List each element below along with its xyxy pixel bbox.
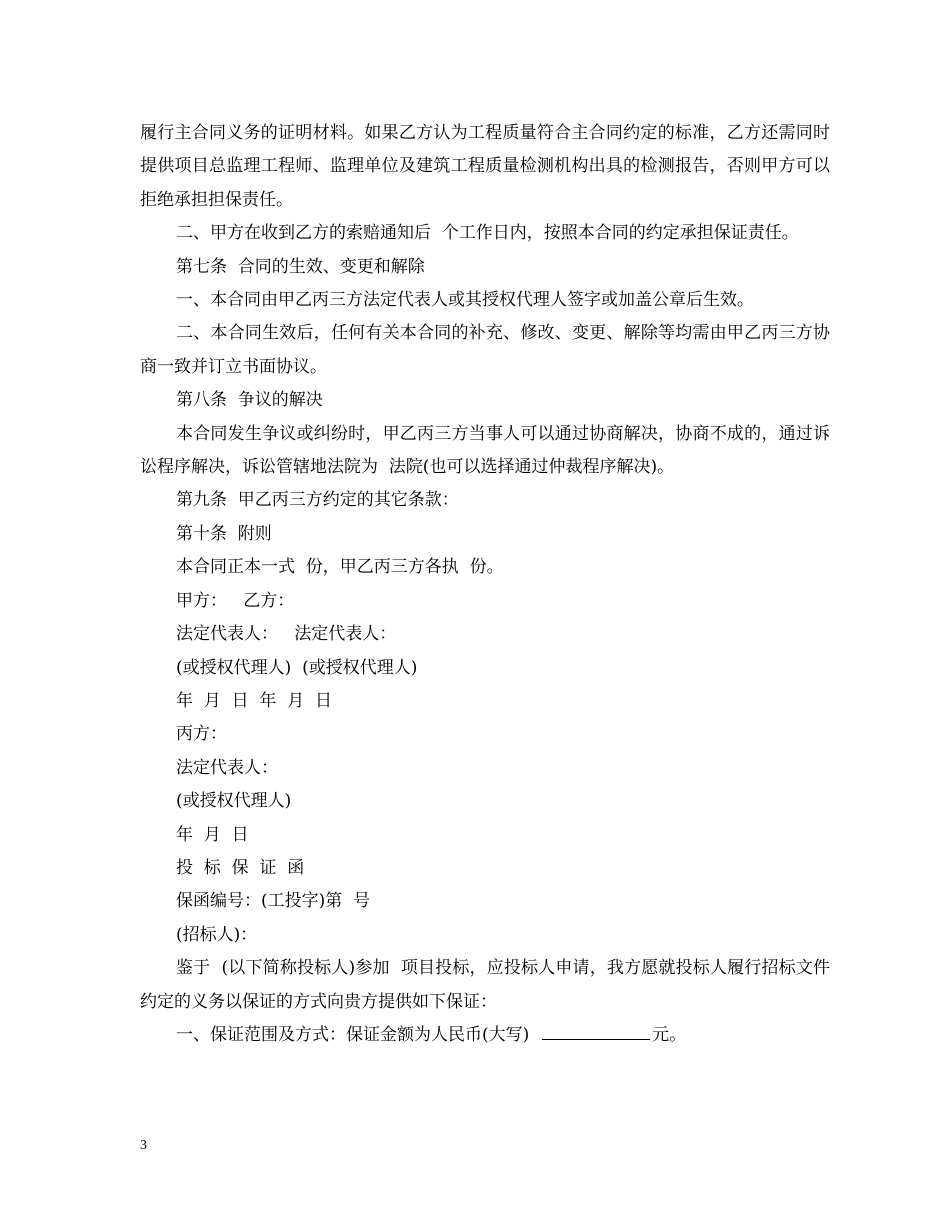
paragraph: 年 月 日 xyxy=(176,824,249,845)
paragraph: 履行主合同义务的证明材料。如果乙方认为工程质量符合主合同约定的标准，乙方还需同时提供项目总监理工程师、监理单位及建筑工程质量检测机构出具的检测报告，否则甲方可以拒绝承担担保责任。 xyxy=(140,123,830,210)
paragraph: 第七条 合同的生效、变更和解除 xyxy=(176,256,425,277)
guarantee-scope-suffix: 元。 xyxy=(652,1024,687,1045)
paragraph: 第十条 附则 xyxy=(176,523,272,544)
paragraph: 丙方： xyxy=(176,724,227,745)
paragraph: 保函编号：(工投字)第 号 xyxy=(176,891,371,912)
paragraph: 法定代表人： 法定代表人： xyxy=(176,624,397,645)
paragraph: 二、本合同生效后，任何有关本合同的补充、修改、变更、解除等均需由甲乙丙三方协商一致并订立书面协议。 xyxy=(140,323,830,377)
paragraph: 鉴于 (以下简称投标人)参加 项目投标，应投标人申请，我方愿就投标人履行招标文件约定的义务以保证的方式向贵方提供如下保证： xyxy=(140,958,830,1012)
paragraph: 一、本合同由甲乙丙三方法定代表人或其授权代理人签字或加盖公章后生效。 xyxy=(176,290,754,311)
amount-blank-line xyxy=(542,1021,650,1040)
document-body xyxy=(140,117,830,1052)
paragraph: 第九条 甲乙丙三方约定的其它条款： xyxy=(176,490,459,511)
guarantee-scope-prefix: 一、保证范围及方式：保证金额为人民币(大写) xyxy=(176,1024,541,1045)
paragraph: 甲方： 乙方： xyxy=(176,590,295,611)
paragraph: (招标人)： xyxy=(176,924,258,945)
paragraph: 法定代表人： xyxy=(176,757,278,778)
paragraph: 年 月 日 年 月 日 xyxy=(176,690,333,711)
paragraph: (或授权代理人) (或授权代理人) xyxy=(176,657,418,678)
guarantee-scope-paragraph xyxy=(140,1019,830,1052)
paragraph-list xyxy=(140,117,830,1019)
paragraph: 本合同发生争议或纠纷时，甲乙丙三方当事人可以通过协商解决，协商不成的，通过诉讼程序解决，诉讼管辖地法院为 法院(也可以选择通过仲裁程序解决)。 xyxy=(140,423,830,478)
paragraph: 第八条 争议的解决 xyxy=(176,390,323,411)
paragraph: (或授权代理人) xyxy=(176,791,292,812)
paragraph: 投 标 保 证 函 xyxy=(176,857,305,878)
paragraph: 本合同正本一式 份，甲乙丙三方各执 份。 xyxy=(176,557,504,578)
page-number: 3 xyxy=(140,1138,147,1153)
paragraph: 二、甲方在收到乙方的索赔通知后 个工作日内，按照本合同的约定承担保证责任。 xyxy=(176,223,799,244)
